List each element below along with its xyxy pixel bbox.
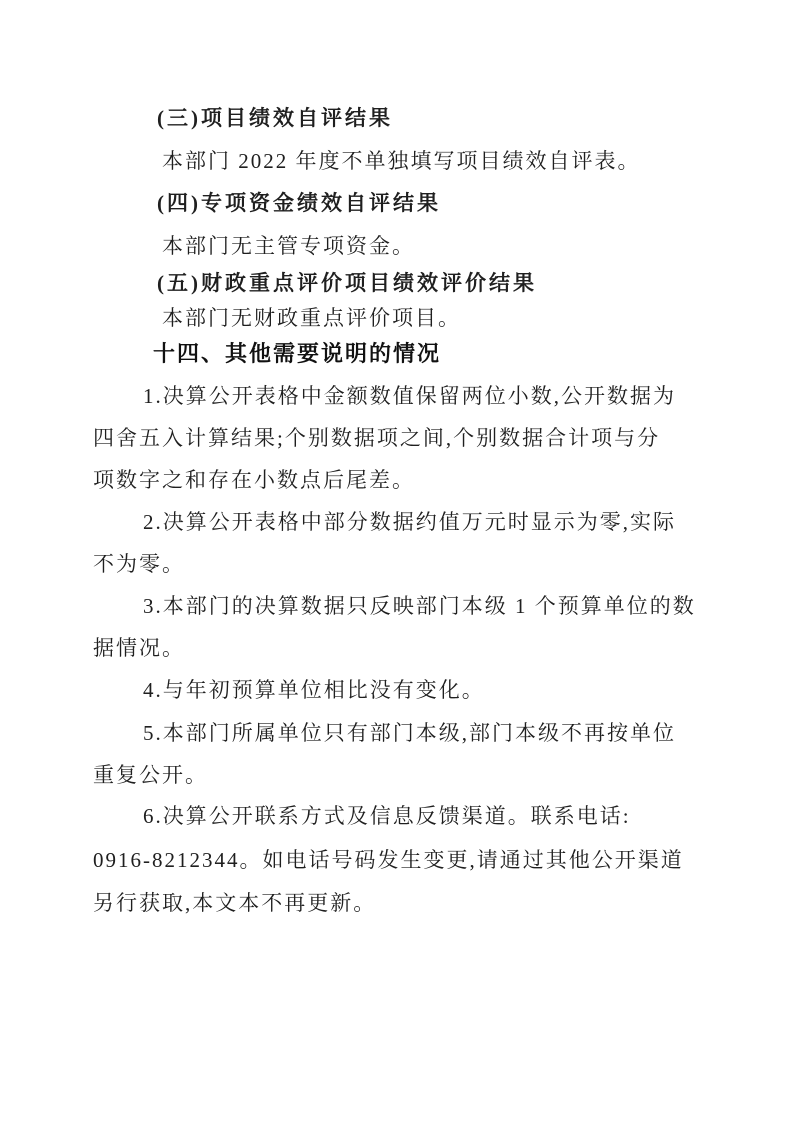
note-2-line-1: 2.决算公开表格中部分数据约值万元时显示为零,实际 <box>143 510 676 534</box>
note-6-line-3: 另行获取,本文本不再更新。 <box>93 891 377 915</box>
note-5-line-1: 5.本部门所属单位只有部门本级,部门本级不再按单位 <box>143 721 676 745</box>
note-1-line-1: 1.决算公开表格中金额数值保留两位小数,公开数据为 <box>143 384 676 408</box>
para-project-self-eval-body: 本部门 2022 年度不单独填写项目绩效自评表。 <box>162 149 641 173</box>
para-key-evaluation-body: 本部门无财政重点评价项目。 <box>162 306 461 330</box>
note-2-line-2: 不为零。 <box>93 552 185 576</box>
section-heading-project-performance-self-eval: (三)项目绩效自评结果 <box>157 106 393 130</box>
note-3-line-2: 据情况。 <box>93 636 185 660</box>
section-heading-key-evaluation-results: (五)财政重点评价项目绩效评价结果 <box>157 271 537 295</box>
note-5-line-2: 重复公开。 <box>93 763 208 787</box>
note-4-line-1: 4.与年初预算单位相比没有变化。 <box>143 678 485 702</box>
chapter-heading-other-notes: 十四、其他需要说明的情况 <box>153 341 442 366</box>
note-6-line-1: 6.决算公开联系方式及信息反馈渠道。联系电话: <box>143 804 631 828</box>
section-heading-special-funds-self-eval: (四)专项资金绩效自评结果 <box>157 191 441 215</box>
note-3-line-1: 3.本部门的决算数据只反映部门本级 1 个预算单位的数 <box>143 594 696 618</box>
note-6-line-2-phone-number: 0916-8212344。如电话号码发生变更,请通过其他公开渠道 <box>93 848 684 872</box>
para-special-funds-body: 本部门无主管专项资金。 <box>162 234 415 258</box>
note-1-line-2: 四舍五入计算结果;个别数据项之间,个别数据合计项与分 <box>93 426 661 450</box>
note-1-line-3: 项数字之和存在小数点后尾差。 <box>93 468 415 492</box>
